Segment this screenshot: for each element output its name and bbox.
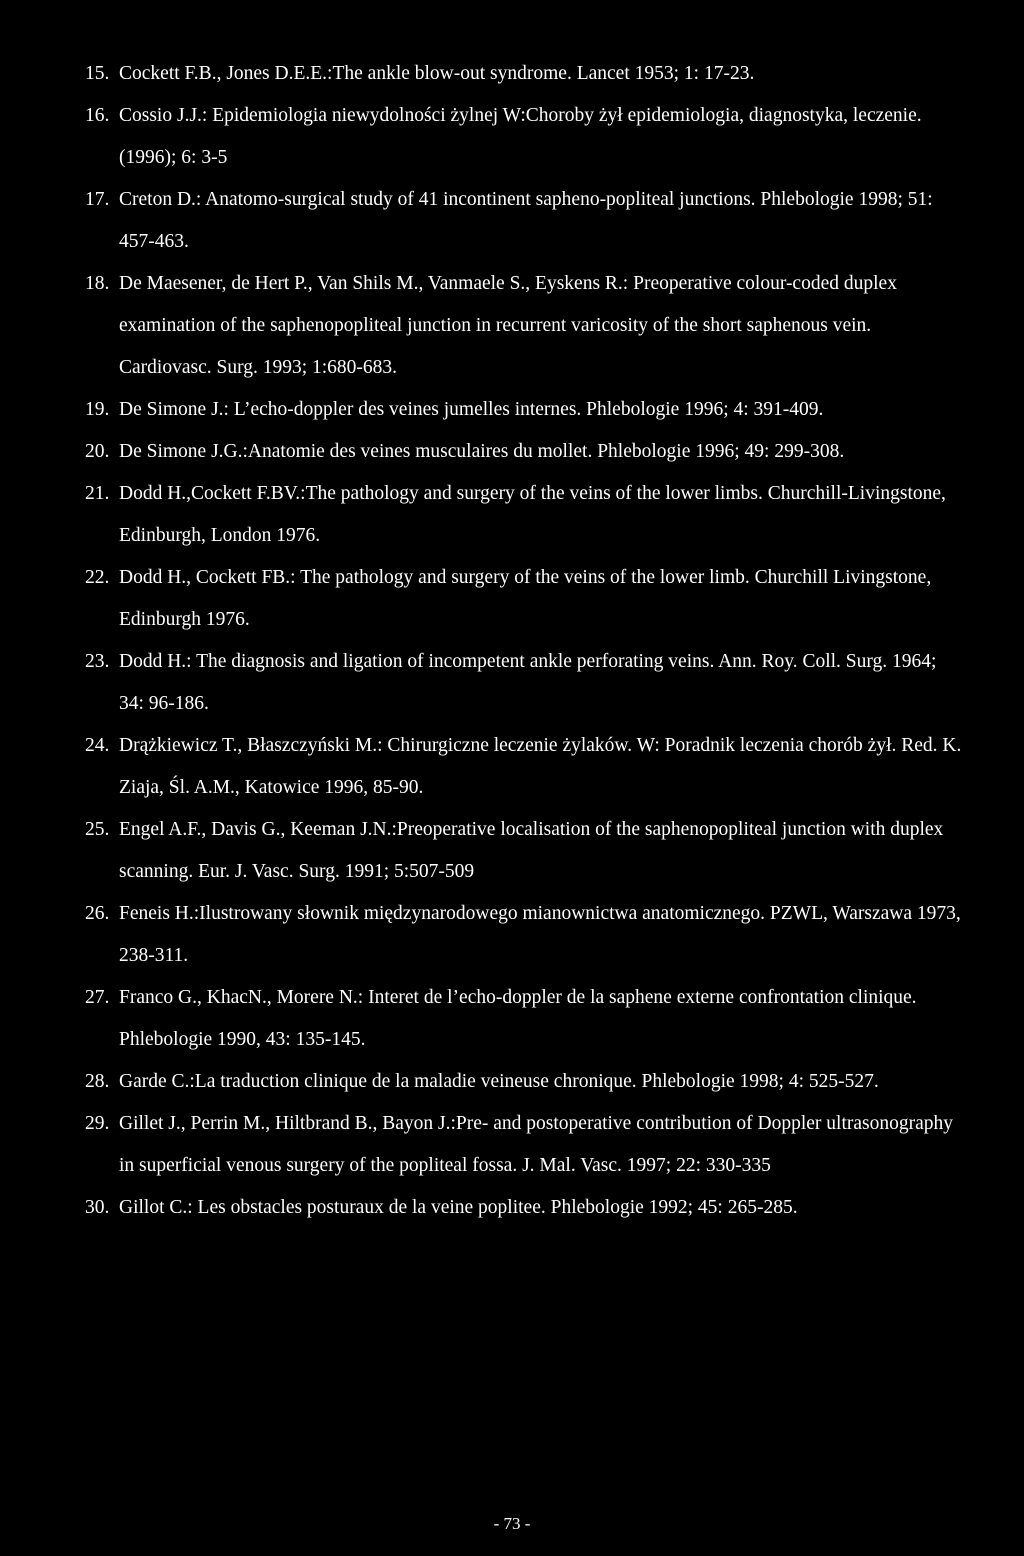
reference-number: 25. bbox=[85, 819, 110, 840]
reference-number: 21. bbox=[85, 483, 110, 504]
reference-item bbox=[85, 557, 965, 641]
reference-item bbox=[85, 389, 965, 431]
reference-text: Cockett F.B., Jones D.E.E.:The ankle blow-out syndrome. Lancet 1953; 1: 17-23. bbox=[119, 63, 755, 84]
reference-number: 18. bbox=[85, 273, 110, 294]
reference-number: 30. bbox=[85, 1197, 110, 1218]
reference-number: 17. bbox=[85, 189, 110, 210]
reference-text: Gillet J., Perrin M., Hiltbrand B., Bayon J.:Pre- and postoperative contribution of Doppler ultrasonography in superficial venous surgery of the popliteal fossa. J. Mal. Vasc. 1997; 22: 330-335 bbox=[119, 1113, 954, 1176]
reference-number: 24. bbox=[85, 735, 110, 756]
reference-number: 16. bbox=[85, 105, 110, 126]
reference-text: Dodd H., Cockett FB.: The pathology and surgery of the veins of the lower limb. Churchill Livingstone, Edinburgh 1976. bbox=[119, 567, 932, 630]
reference-number: 20. bbox=[85, 441, 110, 462]
reference-item bbox=[85, 1187, 965, 1229]
reference-text: Engel A.F., Davis G., Keeman J.N.:Preoperative localisation of the saphenopopliteal junction with duplex scanning. Eur. J. Vasc. Surg. 1991; 5:507-509 bbox=[119, 819, 944, 882]
reference-text: Creton D.: Anatomo-surgical study of 41 incontinent sapheno-popliteal junctions. Phlebologie 1998; 51: 457-463. bbox=[119, 189, 933, 252]
reference-item bbox=[85, 263, 965, 389]
reference-number: 27. bbox=[85, 987, 110, 1008]
reference-item bbox=[85, 809, 965, 893]
reference-text: Drążkiewicz T., Błaszczyński M.: Chirurgiczne leczenie żylaków. W: Poradnik leczenia chorób żył. Red. K. Ziaja, Śl. A.M., Katowice 1996, 85-90. bbox=[119, 735, 962, 798]
reference-text: Dodd H.: The diagnosis and ligation of incompetent ankle perforating veins. Ann. Roy. Coll. Surg. 1964; 34: 96-186. bbox=[119, 651, 937, 714]
reference-item bbox=[85, 641, 965, 725]
reference-list bbox=[85, 53, 965, 1229]
reference-item bbox=[85, 1061, 965, 1103]
reference-item bbox=[85, 431, 965, 473]
reference-item bbox=[85, 53, 965, 95]
reference-item bbox=[85, 473, 965, 557]
reference-text: Gillot C.: Les obstacles posturaux de la veine poplitee. Phlebologie 1992; 45: 265-285. bbox=[119, 1197, 798, 1218]
reference-number: 22. bbox=[85, 567, 110, 588]
reference-number: 19. bbox=[85, 399, 110, 420]
reference-text: Franco G., KhacN., Morere N.: Interet de l’echo-doppler de la saphene externe confrontation clinique. Phlebologie 1990, 43: 135-145. bbox=[119, 987, 917, 1050]
reference-item bbox=[85, 1103, 965, 1187]
reference-text: De Maesener, de Hert P., Van Shils M., Vanmaele S., Eyskens R.: Preoperative colour-coded duplex examination of the saphenopopliteal junction in recurrent varicosity of the short saphenous vein. Cardiovasc. Surg. 1993; 1:680-683. bbox=[119, 273, 897, 378]
page-number: - 73 - bbox=[493, 1514, 531, 1533]
reference-item bbox=[85, 95, 965, 179]
reference-text: Garde C.:La traduction clinique de la maladie veineuse chronique. Phlebologie 1998; 4: 525-527. bbox=[119, 1071, 879, 1092]
reference-item bbox=[85, 977, 965, 1061]
reference-number: 28. bbox=[85, 1071, 110, 1092]
reference-text: De Simone J.: L’echo-doppler des veines jumelles internes. Phlebologie 1996; 4: 391-409. bbox=[119, 399, 824, 420]
reference-number: 29. bbox=[85, 1113, 110, 1134]
reference-number: 15. bbox=[85, 63, 110, 84]
reference-number: 26. bbox=[85, 903, 110, 924]
reference-text: De Simone J.G.:Anatomie des veines musculaires du mollet. Phlebologie 1996; 49: 299-308. bbox=[119, 441, 845, 462]
reference-item bbox=[85, 893, 965, 977]
reference-text: Dodd H.,Cockett F.BV.:The pathology and surgery of the veins of the lower limbs. Churchill-Livingstone, Edinburgh, London 1976. bbox=[119, 483, 946, 546]
reference-item bbox=[85, 725, 965, 809]
reference-number: 23. bbox=[85, 651, 110, 672]
reference-item bbox=[85, 179, 965, 263]
reference-text: Feneis H.:Ilustrowany słownik międzynarodowego mianownictwa anatomicznego. PZWL, Warszawa 1973, 238-311. bbox=[119, 903, 961, 966]
reference-text: Cossio J.J.: Epidemiologia niewydolności żylnej W:Choroby żył epidemiologia, diagnostyka, leczenie. (1996); 6: 3-5 bbox=[119, 105, 922, 168]
